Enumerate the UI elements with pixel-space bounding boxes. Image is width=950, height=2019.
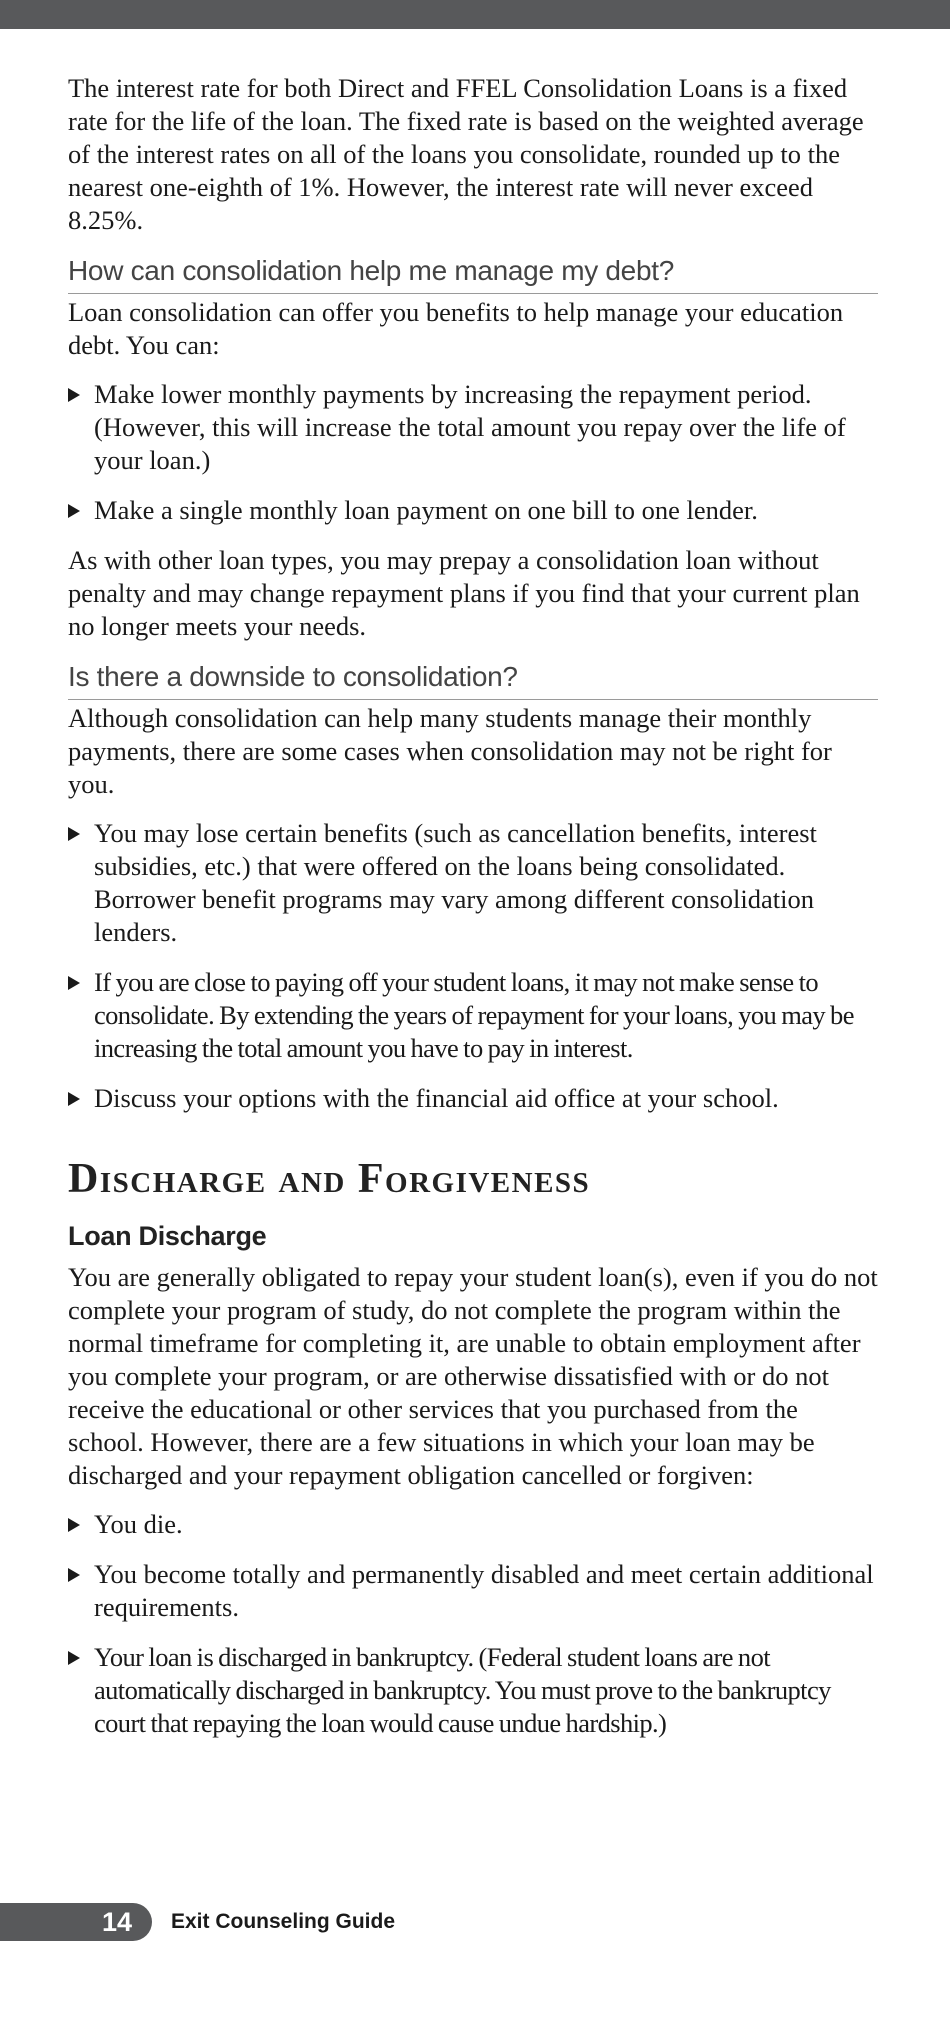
downside-paragraph: Although consolidation can help many students manage their monthly payments, there are some cases when consolidation may not be right for you.: [68, 703, 832, 799]
list-item: [68, 1082, 878, 1115]
discharge-list: [68, 1508, 878, 1740]
question-heading-downside: Is there a downside to consolidation?: [68, 659, 878, 700]
page-footer: [0, 1903, 395, 1941]
bullet-triangle-icon: [68, 976, 80, 990]
bullet-triangle-icon: [68, 1092, 80, 1106]
list-item: [68, 966, 878, 1065]
list-item-text: Your loan is discharged in bankruptcy. (Federal student loans are not automatically discharged in bankruptcy. You must prove to the bankruptcy court that repaying the loan would cause undue hardship.): [94, 1642, 831, 1738]
downside-list: [68, 817, 878, 1115]
list-item: [68, 1558, 878, 1624]
bullet-triangle-icon: [68, 827, 80, 841]
bullet-triangle-icon: [68, 388, 80, 402]
bullet-triangle-icon: [68, 1518, 80, 1532]
page-content: [68, 72, 878, 1757]
question-heading-manage-debt: How can consolidation help me manage my debt?: [68, 253, 878, 294]
list-item: [68, 817, 878, 949]
list-item: [68, 378, 878, 477]
top-header-bar: [0, 0, 950, 29]
list-item-text: You become totally and permanently disabled and meet certain additional requirements.: [94, 1559, 874, 1622]
list-item-text: Make lower monthly payments by increasing the repayment period. (However, this will increase the total amount you repay over the life of your loan.): [94, 379, 846, 475]
subheading-loan-discharge: Loan Discharge: [68, 1221, 267, 1251]
list-item: [68, 494, 878, 527]
bullet-triangle-icon: [68, 504, 80, 518]
page-number: 14: [101, 1906, 132, 1937]
page-number-tab: [0, 1903, 152, 1941]
list-item-text: Make a single monthly loan payment on one bill to one lender.: [94, 495, 758, 525]
list-item-text: You die.: [94, 1509, 183, 1539]
manage-debt-paragraph: Loan consolidation can offer you benefits to help manage your education debt. You can:: [68, 297, 844, 360]
bullet-triangle-icon: [68, 1651, 80, 1665]
intro-paragraph: The interest rate for both Direct and FFEL Consolidation Loans is a fixed rate for the life of the loan. The fixed rate is based on the weighted average of the interest rates on all of the loans you consolidate, rounded up to the nearest one-eighth of 1%. However, the interest rate will never exceed 8.25%.: [68, 73, 864, 235]
bullet-triangle-icon: [68, 1568, 80, 1582]
manage-debt-list: [68, 378, 878, 527]
list-item-text: Discuss your options with the financial aid office at your school.: [94, 1083, 779, 1113]
footer-guide-title: Exit Counseling Guide: [171, 1910, 396, 1933]
prepay-paragraph: As with other loan types, you may prepay a consolidation loan without penalty and may change repayment plans if you find that your current plan no longer meets your needs.: [68, 545, 860, 641]
list-item-text: You may lose certain benefits (such as cancellation benefits, interest subsidies, etc.) that were offered on the loans being consolidated. Borrower benefit programs may vary among different consolidation lenders.: [94, 818, 817, 947]
list-item: [68, 1508, 878, 1541]
list-item: [68, 1641, 878, 1740]
discharge-paragraph: You are generally obligated to repay your student loan(s), even if you do not complete your program of study, do not complete the program within the normal timeframe for completing it, are unable to obtain employment after you complete your program, or are otherwise dissatisfied with or do not receive the educational or other services that you purchased from the school. However, there are a few situations in which your loan may be discharged and your repayment obligation cancelled or forgiven:: [68, 1262, 878, 1490]
list-item-text: If you are close to paying off your student loans, it may not make sense to consolidate. By extending the years of repayment for your loans, you may be increasing the total amount you have to pay in interest.: [94, 967, 854, 1063]
section-title-discharge-forgiveness: Discharge and Forgiveness: [68, 1156, 591, 1202]
